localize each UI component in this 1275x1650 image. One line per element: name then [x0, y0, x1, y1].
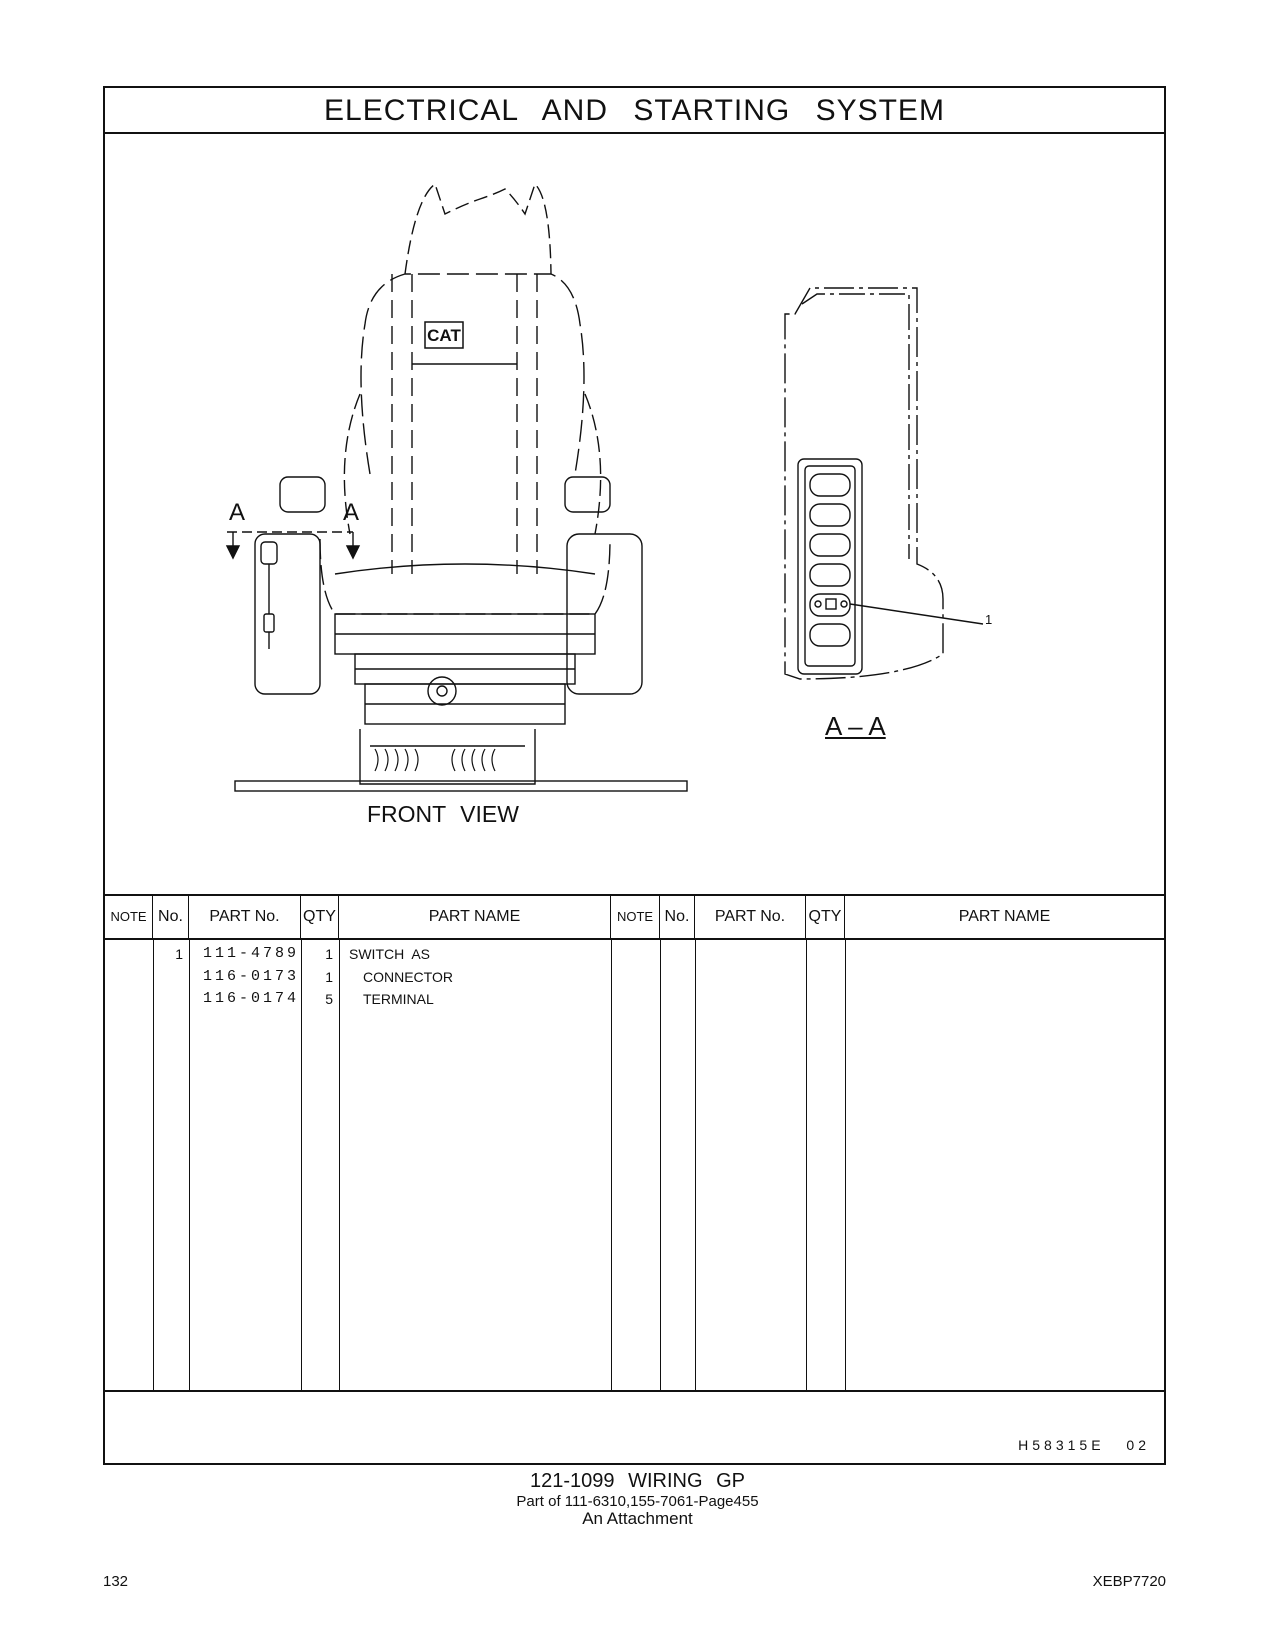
seat-line-drawing	[105, 134, 1164, 894]
section-marker-right: A	[343, 499, 360, 526]
col-divider	[611, 940, 612, 1390]
col-part-no-2: PART No.	[695, 896, 806, 938]
row-part-no: 116-0174	[203, 990, 300, 1007]
col-part-no: PART No.	[189, 896, 301, 938]
document-number: XEBP7720	[1092, 1573, 1166, 1590]
row-no: 1	[175, 946, 183, 962]
page-title: ELECTRICAL AND STARTING SYSTEM	[105, 88, 1164, 134]
seat-illustration	[105, 134, 1164, 894]
parts-page-frame	[103, 86, 1166, 1465]
col-divider	[153, 940, 154, 1390]
col-divider	[189, 940, 190, 1390]
col-note-2: NOTE	[611, 896, 660, 938]
col-divider	[806, 940, 807, 1390]
row-part-name: TERMINAL	[363, 991, 434, 1007]
part-of-line: Part of 111-6310,155-7061-Page455	[516, 1493, 759, 1510]
drawing-code: H58315E 02	[1018, 1437, 1150, 1453]
row-qty: 1	[325, 946, 333, 962]
row-qty: 1	[325, 969, 333, 985]
col-qty-2: QTY	[806, 896, 845, 938]
row-part-name: SWITCH AS	[349, 946, 431, 962]
section-view-label: A – A	[825, 711, 886, 741]
callout-1: 1	[985, 612, 993, 627]
col-divider	[339, 940, 340, 1390]
svg-text:CAT: CAT	[427, 326, 461, 345]
col-note: NOTE	[105, 896, 153, 938]
group-title: 121-1099 WIRING GP	[530, 1470, 745, 1492]
col-no: No.	[153, 896, 189, 938]
parts-table-header	[105, 894, 1164, 940]
col-part-name-2: PART NAME	[958, 908, 1051, 925]
table-footer-divider	[105, 1390, 1164, 1392]
row-part-no: 111-4789	[203, 945, 300, 962]
col-divider	[845, 940, 846, 1390]
col-divider	[695, 940, 696, 1390]
col-qty: QTY	[301, 896, 339, 938]
section-marker-left: A	[229, 499, 246, 526]
col-divider	[660, 940, 661, 1390]
row-part-no: 116-0173	[203, 968, 300, 985]
cat-logo	[425, 322, 463, 348]
row-part-name: CONNECTOR	[363, 969, 453, 985]
col-no-2: No.	[660, 896, 695, 938]
col-divider	[301, 940, 302, 1390]
page-number: 132	[103, 1573, 129, 1590]
attachment-line: An Attachment	[582, 1509, 693, 1528]
front-view-label: FRONT VIEW	[367, 801, 519, 827]
col-part-name: PART NAME	[339, 896, 611, 938]
row-qty: 5	[325, 991, 333, 1007]
